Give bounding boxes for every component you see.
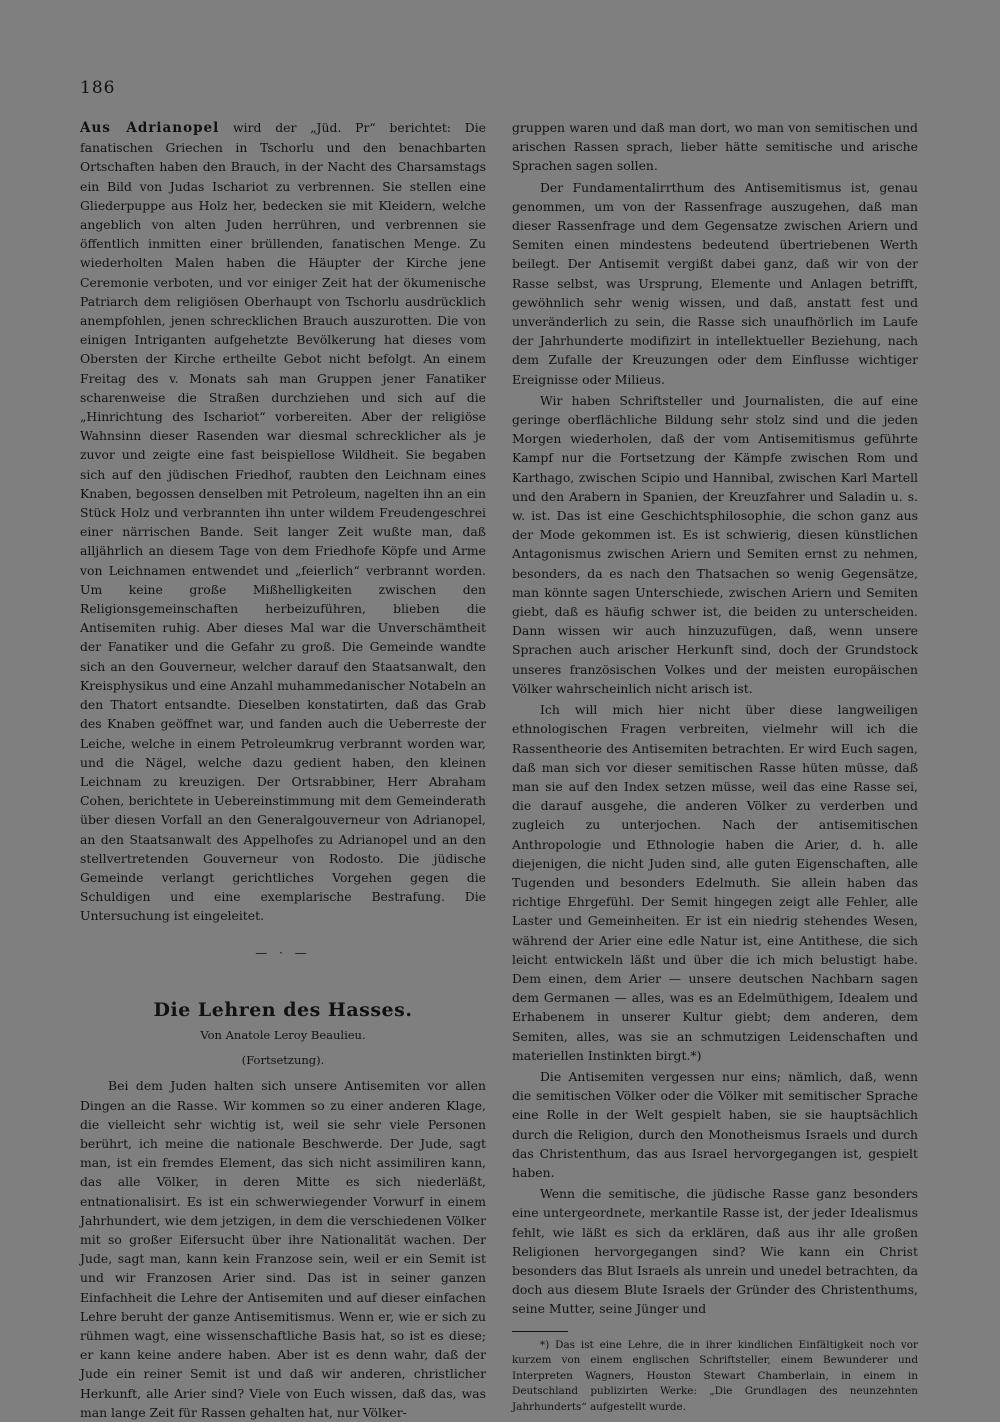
article-title: Die Lehren des Hasses. (153, 998, 413, 1021)
news-paragraph (80, 118, 486, 926)
footnote: *) Das ist eine Lehre, die in ihrer kindlichen Einfältigkeit noch vor kurzem von einem englischen Schriftsteller, einem Bewunderer und Interpreten Wagners, Houston Stewart Chamberlain, in einem in Deutschland publizirten Werke: „Die Grundlagen des neunzehnten Jahrhunderts“ aufgestellt wurde. (512, 1338, 918, 1413)
article-byline: Von Anatole Leroy Beaulieu. (200, 1027, 366, 1042)
article-paragraph: Wenn die semitische, die jüdische Rasse ganz besonders eine untergeordnete, merkantile Rasse ist, der jeder Idealismus fehlt, wie läßt es sich da erklären, daß aus ihr alle großen Religionen hervorgegangen sind? Wie kann ein Christ besonders das Blut Israels als unrein und unedel betrachten, da doch aus diesem Blute Israels der Gründer des Christenthums, seine Mutter, seine Jünger und (512, 1186, 918, 1317)
article-paragraph: Der Fundamentalirrthum des Antisemitismus ist, genau genommen, um von der Rassenfrage auszugehen, daß man dieser Rassenfrage und dem Gegensatze zwischen Ariern und Semiten einen mindestens bedeutend übertriebenen Werth beilegt. Der Antisemit vergißt dabei ganz, daß wir von der Rasse selbst, was Ursprung, Elemente und Anlagen betrifft, gewöhnlich sehr wenig wissen, und daß, anstatt fest und unveränderlich zu sein, die Rasse sich unaufhörlich im Laufe der Jahrhunderte modifizirt in intellektueller Beziehung, nach dem Zufalle der Kreuzungen oder dem Einflusse wichtiger Ereignisse oder Milieus. (512, 179, 918, 387)
section-separator: — · — (255, 945, 311, 960)
page-number: 186 (80, 78, 116, 98)
footnote-divider (512, 1331, 568, 1332)
news-text: wird der „Jüd. Pr“ berichtet: Die fanatischen Griechen in Tschorlu und den benachbarten Ortschaften haben den Brauch, in der Nacht des Charsamstags ein Bild von Judas Ischariot zu verbrennen. Sie stellen eine Gliederpuppe aus Holz her, bedecken sie mit Kleidern, welche angeblich von alten Juden herrühren, und verbrennen sie öffentlich inmitten einer brüllenden, fanatischen Menge. Zu wiederholten Malen haben die Häupter der Kirche jene Ceremonie verboten, und vor einiger Zeit hat der ökumenische Patriarch dem religiösen Oberhaupt von Tschorlu ausdrücklich anempfohlen, jenen schrecklichen Brauch auszurotten. Die von einigen Intriganten aufgehetzte Bevölkerung hat dieses vom Obersten der Kirche ertheilte Gebot nicht befolgt. An einem Freitag des v. Monats sah man Gruppen jener Fanatiker scharenweise die Straßen durchziehen und sich auf die „Hinrichtung des Ischariot“ vorbereiten. Aber der religiöse Wahnsinn dieser Rasenden war diesmal schrecklicher als je zuvor und zeigte eine fast beispiellose Wildheit. Sie begaben sich auf den jüdischen Friedhof, raubten den Leichnam eines Knaben, begossen denselben mit Petroleum, nagelten ihn an ein Stück Holz und verbrannten ihn unter wildem Freudengeschrei einer närrischen Bande. Seit langer Zeit wußte man, daß alljährlich an diesem Tage von dem Friedhofe Köpfe und Arme von Leichnamen entwendet und „feierlich“ verbrannt worden. Um keine große Mißhelligkeiten zwischen den Religionsgemeinschaften herbeizuführen, blieben die Antisemiten ruhig. Aber dieses Mal war die Unverschämtheit der Fanatiker und die Gefahr zu groß. Die Gemeinde wandte sich an den Gouverneur, welcher darauf den Staatsanwalt, den Kreisphysikus und eine Anzahl muhammedanischer Notabeln an den Thatort entsandte. Dieselben konstatirten, daß das Grab des Knaben geöffnet war, und fanden auch die Ueberreste der Leiche, welche in einem Petroleumkrug verbrannt worden war, und die Nägel, welche dazu gedient haben, den kleinen Leichnam zu kreuzigen. Der Ortsrabbiner, Herr Abraham Cohen, berichtete in Uebereinstimmung mit dem Gemeinderath über diesen Vorfall an den Generalgouverneur von Adrianopel, an den Staatsanwalt des Appelhofes zu Adrianopel und an den stellvertretenden Gouverneur von Rodosto. Die jüdische Gemeinde verlangt gerichtliches Vorgehen gegen die Schuldigen und eine exemplarische Bestrafung. Die Untersuchung ist eingeleitet. (80, 120, 486, 924)
article-paragraph: Bei dem Juden halten sich unsere Antisemiten vor allen Dingen an die Rasse. Wir kommen so zu einer anderen Klage, die vielleicht sehr wichtig ist, weil sie sehr viele Personen berührt, ich meine die nationale Beschwerde. Der Jude, sagt man, ist ein fremdes Element, das sich nicht assimiliren kann, das alle Völker, in deren Mitte es sich niederläßt, entnationalisirt. Es ist ein schwerwiegender Vorwurf in einem Jahrhundert, wie dem jetzigen, in dem die verschiedenen Völker mit so großer Eifersucht über ihre Nationalität wachen. Der Jude, sagt man, kann kein Franzose sein, weil er ein Semit ist und wir Franzosen Arier sind. Das ist in seiner ganzen Einfachheit die Lehre der Antisemiten und auf dieser einfachen Lehre beruht der ganze Antisemitismus. Wenn er, wie er sich zu rühmen wagt, eine wissenschaftliche Basis hat, so ist es diese; er kann keine andere haben. Aber ist es denn wahr, daß der Jude ein reiner Semit ist und daß wir anderen, christlicher Herkunft, alle Arier sind? Viele von Euch wissen, daß das, was man lange Zeit für Rassen gehalten hat, nur Völker- (80, 1078, 486, 1420)
right-column (512, 118, 918, 1415)
article-paragraph: Die Antisemiten vergessen nur eins; nämlich, daß, wenn die semitischen Völker oder die Völker mit semitischer Sprache eine Rolle in der Welt gespielt haben, sie sie hauptsächlich durch die Religion, durch den Monotheismus Israels und durch das Christenthum, das aus Israel hervorgegangen ist, gespielt haben. (512, 1068, 918, 1180)
news-lead: Aus Adrianopel (80, 120, 220, 136)
left-column (80, 118, 486, 1422)
article-paragraph: Ich will mich hier nicht über diese langweiligen ethnologischen Fragen verbreiten, vielmehr will ich die Rassentheorie des Antisemiten betrachten. Er wird Euch sagen, daß man sich vor dieser semitischen Rasse hüten müsse, daß man sie auf den Index setzen müsse, weil das eine Rasse sei, die darauf ausgehe, die anderen Völker zu verderben und zugleich zu unterjochen. Nach der antisemitischen Anthropologie und Ethnologie haben die Arier, d. h. alle diejenigen, die nicht Juden sind, alle guten Eigenschaften, alle Tugenden und besonders Edelmuth. Sie allein haben das richtige Ehrgefühl. Der Semit hingegen zeigt alle Fehler, alle Laster und Gemeinheiten. Er ist ein niedrig stehendes Wesen, während der Arier eine edle Natur ist, eine Antithese, die sich leicht entwickeln läßt und über die ich mich belustigt habe. Dem einen, dem Arier — unsere deutschen Nachbarn sagen dem Germanen — alles, was es an Edelmüthigem, Idealem und Erhabenem in unserer Kultur giebt; dem anderen, dem Semiten, alles, was sie an schmutzigen Leidenschaften und materiellen Instinkten birgt.*) (512, 702, 918, 1063)
article-paragraph: Wir haben Schriftsteller und Journalisten, die auf eine geringe oberflächliche Bildung sehr stolz sind und die jeden Morgen wiederholen, daß der vom Antisemitismus geführte Kampf nur die Fortsetzung der Kämpfe zwischen Rom und Karthago, zwischen Scipio und Hannibal, zwischen Karl Martell und den Arabern in Spanien, der Kreuzfahrer und Saladin u. s. w. ist. Das ist eine Geschichtsphilosophie, die schon ganz aus der Mode gekommen ist. Es ist schwierig, diesen künstlichen Antagonismus zwischen Ariern und Semiten ernst zu nehmen, besonders, da es nach den Thatsachen so wenig Gegensätze, man könnte sagen Unterschiede, zwischen Ariern und Semiten giebt, daß es häufig schwer ist, die beiden zu unterscheiden. Dann wissen wir auch hinzuzufügen, daß, wenn unsere Sprachen auch arischer Herkunft sind, doch der Grundstock unseres französischen Volkes und der meisten europäischen Völker wahrscheinlich nicht arisch ist. (512, 392, 918, 696)
article-continuation-note: (Fortsetzung). (241, 1053, 325, 1068)
article-paragraph: gruppen waren und daß man dort, wo man von semitischen und arischen Rassen sprach, lieber hätte semitische und arische Sprachen sagen sollen. (512, 120, 918, 174)
